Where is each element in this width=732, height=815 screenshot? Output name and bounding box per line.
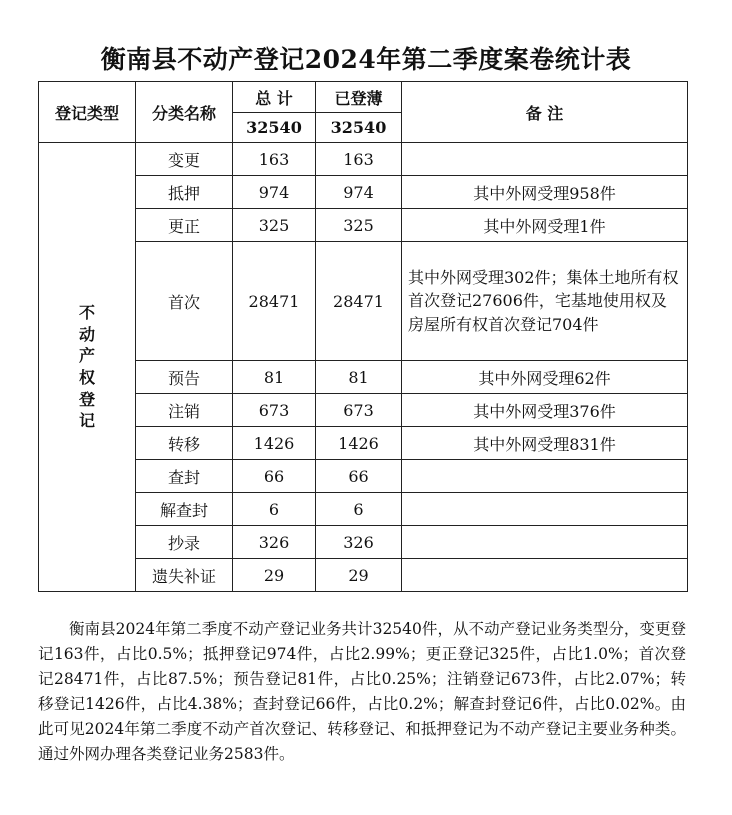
total-cell: 325 <box>233 209 316 242</box>
remark-cell: 其中外网受理1件 <box>402 209 688 242</box>
table-row <box>39 143 688 176</box>
registered-cell: 29 <box>316 559 402 592</box>
table-row <box>39 176 688 209</box>
category-cell: 预告 <box>136 361 233 394</box>
total-cell: 66 <box>233 460 316 493</box>
remark-cell <box>402 460 688 493</box>
remark-cell: 其中外网受理376件 <box>402 394 688 427</box>
total-cell: 81 <box>233 361 316 394</box>
registered-sum: 32540 <box>316 113 402 143</box>
remark-cell: 其中外网受理958件 <box>402 176 688 209</box>
category-cell: 变更 <box>136 143 233 176</box>
table-row <box>39 460 688 493</box>
statistics-table <box>38 81 688 592</box>
registered-cell: 6 <box>316 493 402 526</box>
header-registered: 已登薄 <box>316 82 402 113</box>
registered-cell: 1426 <box>316 427 402 460</box>
remark-cell: 其中外网受理302件；集体土地所有权首次登记27606件，宅基地使用权及房屋所有权首次登记704件 <box>402 242 688 361</box>
table-body <box>39 143 688 592</box>
registered-cell: 66 <box>316 460 402 493</box>
remark-cell: 其中外网受理62件 <box>402 361 688 394</box>
registered-cell: 163 <box>316 143 402 176</box>
registration-type-label: 不动产权登记 <box>78 303 95 431</box>
total-cell: 974 <box>233 176 316 209</box>
registered-cell: 673 <box>316 394 402 427</box>
table-row <box>39 526 688 559</box>
total-cell: 673 <box>233 394 316 427</box>
total-sum: 32540 <box>233 113 316 143</box>
header-total: 总 计 <box>233 82 316 113</box>
table-row <box>39 427 688 460</box>
table-row <box>39 559 688 592</box>
table-row <box>39 209 688 242</box>
summary-paragraph: 衡南县2024年第二季度不动产登记业务共计32540件，从不动产登记业务类型分，变更登记163件，占比0.5%；抵押登记974件，占比2.99%；更正登记325件，占比1.0%；首次登记28471件，占比87.5%；预告登记81件，占比0.25%；注销登记673件，占比2.07%；转移登记1426件，占比4.38%；查封登记66件，占比0.2%；解查封登记6件，占比0.02%。由此可见2024年第二季度不动产首次登记、转移登记、和抵押登记为不动产登记主要业务种类。通过外网办理各类登记业务2583件。 <box>38 620 686 763</box>
remark-cell <box>402 493 688 526</box>
header-registration-type: 登记类型 <box>39 82 136 143</box>
table-header-row <box>39 82 688 113</box>
total-cell: 163 <box>233 143 316 176</box>
category-cell: 遗失补证 <box>136 559 233 592</box>
header-remark: 备 注 <box>402 82 688 143</box>
category-cell: 查封 <box>136 460 233 493</box>
table-row <box>39 242 688 361</box>
total-cell: 29 <box>233 559 316 592</box>
table-row <box>39 361 688 394</box>
remark-cell <box>402 143 688 176</box>
registered-cell: 325 <box>316 209 402 242</box>
page-title: 衡南县不动产登记2024年第二季度案卷统计表 <box>100 45 632 74</box>
table-row <box>39 493 688 526</box>
remark-cell <box>402 526 688 559</box>
total-cell: 326 <box>233 526 316 559</box>
total-cell: 1426 <box>233 427 316 460</box>
category-cell: 更正 <box>136 209 233 242</box>
registered-cell: 81 <box>316 361 402 394</box>
category-cell: 抄录 <box>136 526 233 559</box>
remark-cell: 其中外网受理831件 <box>402 427 688 460</box>
registered-cell: 974 <box>316 176 402 209</box>
category-cell: 解查封 <box>136 493 233 526</box>
category-cell: 注销 <box>136 394 233 427</box>
total-cell: 6 <box>233 493 316 526</box>
registered-cell: 28471 <box>316 242 402 361</box>
category-cell: 转移 <box>136 427 233 460</box>
category-cell: 抵押 <box>136 176 233 209</box>
registration-type-cell <box>39 143 136 592</box>
total-cell: 28471 <box>233 242 316 361</box>
registered-cell: 326 <box>316 526 402 559</box>
table-row <box>39 394 688 427</box>
category-cell: 首次 <box>136 242 233 361</box>
remark-cell <box>402 559 688 592</box>
header-category-name: 分类名称 <box>136 82 233 143</box>
